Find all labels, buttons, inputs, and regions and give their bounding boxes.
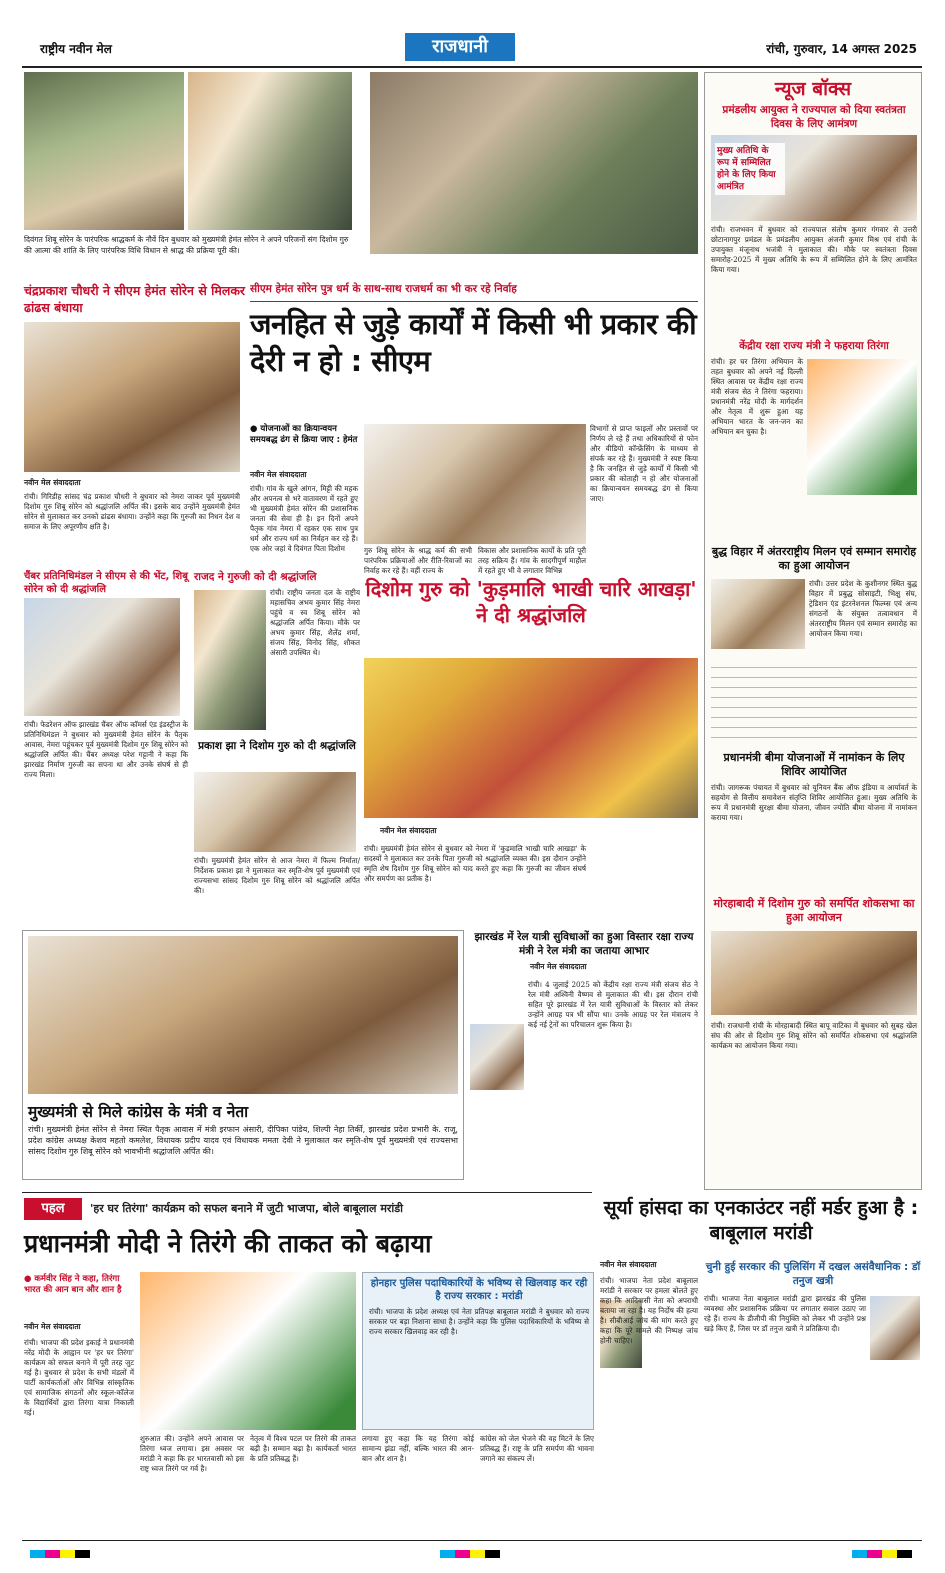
masthead-rule — [22, 66, 922, 68]
tiranga-bullet — [24, 1274, 134, 1296]
news-box-item1-body: रांची। राजभवन में बुधवार को राज्यपाल संतोष कुमार गंगवार से उत्तरी छोटानागपुर प्रमंडल के प्रमंडलीय आयुक्त अंजनी कुमार मिश्र एवं रांची के उपायुक्त मंजूनाथ भजंत्री ने मुलाकात की। मौके पर स्वतंत्रता दिवस समारोह-2025 में मुख्य अतिथि के रूप में सम्मिलित होने के लिए आमंत्रित किया गया। — [711, 225, 917, 274]
registration-bar-right — [852, 1550, 912, 1558]
prakash-body: रांची। मुख्यमंत्री हेमंत सोरेन से आज नेमरा में फिल्म निर्माता/निर्देशक प्रकाश झा ने मुलाकात कर स्मृति-शेष पूर्व मुख्यमंत्री एवं राज्यसभा सांसद दिशोम गुरु शिबू सोरेन को श्रद्धांजलि अर्पित की। — [194, 856, 360, 895]
lead-body-2: विकास और प्रशासनिक कार्यों के प्रति पूरी तरह सक्रिय हैं। गांव के सादगीपूर्ण माहौल में रहते हुए भी वे लगातार विभिन्न — [478, 546, 586, 575]
lead-bullet-text: योजनाओं का क्रियान्वयन समयबद्ध ढंग से क्रिया जाए : हेमंत — [250, 424, 358, 445]
chandraprakash-body: रांची। गिरिडीह सांसद चंद्र प्रकाश चौधरी ने बुधवार को नेमरा जाकर पूर्व मुख्यमंत्री दिशोम गुरु शिबू सोरेन को श्रद्धांजलि अर्पित की। इसके बाद उन्होंने मुख्यमंत्री हेमंत सोरेन से मुलाकात कर उनको ढांढस बंधाया। उन्होंने कहा कि गुरुजी का निधन देश व समाज के लिए अपूरणीय क्षति है। — [24, 492, 240, 531]
lead-headline: जनहित से जुड़े कार्यों में किसी भी प्रकार की देरी न हो : सीएम — [250, 307, 697, 378]
pahal-tag: पहल — [24, 1198, 82, 1220]
railway-headline: झारखंड में रेल यात्री सुविधाओं का हुआ विस्तार रक्षा राज्य मंत्री ने रेल मंत्री का जताया आभार — [474, 931, 694, 957]
tiranga-kicker: 'हर घर तिरंगा' कार्यक्रम को सफल बनाने में जुटी भाजपा, बोले बाबूलाल मरांडी — [90, 1202, 403, 1215]
bullet-icon: ● — [24, 1274, 32, 1284]
tiranga-body-3: नेतृत्व में विश्व पटल पर तिरंगे की ताकत बढ़ी है। सम्मान बढ़ा है। कार्यकर्ता भारत के प्रति प्रतिबद्ध हैं। — [250, 1434, 356, 1463]
lead-bullet — [250, 424, 358, 446]
shraddh-procession-photo — [370, 72, 698, 254]
governor-invite-photo — [711, 135, 917, 221]
prakash-headline: प्रकाश झा ने दिशोम गुरु को दी श्रद्धांजलि — [198, 740, 356, 752]
shraddh-photo-2 — [188, 72, 352, 230]
buddha-vihar-photo — [711, 579, 805, 649]
lead-body-1: रांची। गांव के खुले आंगन, मिट्टी की महक और अपनत्व से भरे वातावरण में रहते हुए भी मुख्यमंत्री हेमंत सोरेन की प्रशासनिक जनता की सेवा ही है। इन दिनों अपने पैतृक गांव नेमरा में रहकर एक साथ पुत्र धर्म और राज्य धर्म का निर्वहन कर रहे हैं। एक ओर जहां वे दिवंगत पिता दिशोम — [250, 484, 358, 553]
chamber-body: रांची। फेडरेशन ऑफ झारखंड चैंबर ऑफ कॉमर्स एंड इंडस्ट्रीज के प्रतिनिधिमंडल ने बुधवार को मुख्यमंत्री हेमंत सोरेन के पैतृक आवास, नेमरा पहुंचकर पूर्व मुख्यमंत्री दिशोम गुरु शिबू सोरेन को श्रद्धांजलि अर्पित की। चैंबर अध्यक्ष परेश गट्टानी ने कहा कि झारखंड निर्माण गुरुजी का सपना था और उनके संघर्ष से ही राज्य मिला। — [24, 720, 188, 779]
tiranga-photo — [140, 1272, 356, 1430]
top-photo-caption: दिवंगत शिबू सोरेन के पारंपरिक श्राद्धकर्म के नौवें दिन बुधवार को मुख्यमंत्री हेमंत सोरेन ने अपने परिजनों संग दिशोम गुरु की आत्मा की शांति के लिए पारंपरिक विधि विधान से श्राद्ध की प्रक्रिया पूरी की। — [24, 235, 349, 255]
paper-name: राष्ट्रीय नवीन मेल — [40, 42, 112, 56]
invite-photo-overlay-text: मुख्य अतिथि के रूप में सम्मिलित होने के लिए किया आमंत्रित — [715, 143, 785, 195]
marandi-inner-body: रांची। भाजपा के प्रदेश अध्यक्ष एवं नेता प्रतिपक्ष बाबूलाल मरांडी ने बुधवार को राज्य सरकार पर बड़ा निशाना साधा है। उन्होंने कहा कि पुलिस पदाधिकारियों के भविष्य से राज्य सरकार खिलवाड़ कर रही है। — [369, 1307, 589, 1336]
cm-files-photo — [364, 424, 586, 544]
kudmali-byline: नवीन मेल संवाददाता — [380, 826, 437, 835]
sanjay-seth-photo — [470, 1024, 524, 1090]
chamber-photo — [24, 598, 180, 716]
chandraprakash-photo — [24, 322, 240, 472]
lower-section-rule — [22, 1192, 592, 1193]
chandraprakash-headline: चंद्रप्रकाश चौधरी ने सीएम हेमंत सोरेन से मिलकर ढांढस बंधाया — [24, 283, 246, 315]
section-title: राजधानी — [405, 33, 515, 61]
bullet-icon: ● — [250, 424, 258, 434]
rajad-headline: राजद ने गुरुजी को दी श्रद्धांजलि — [194, 571, 317, 583]
tiranga-body-1: रांची। भाजपा की प्रदेश इकाई ने प्रधानमंत्री नरेंद्र मोदी के आह्वान पर 'हर घर तिरंगा' कार्यक्रम को सफल बनाने में पूरी तरह जुट गई है। बुधवार से प्रदेश के सभी मंडलों में पार्टी कार्यकर्ताओं और विभिन्न सांस्कृतिक एवं सामाजिक संगठनों और स्कूल-कॉलेज के विद्यार्थियों द्वारा तिरंगा यात्रा निकाली गई। — [24, 1338, 134, 1417]
congress-meeting-photo — [28, 936, 458, 1094]
surya-headline: सूर्या हांसदा का एनकाउंटर नहीं मर्डर हुआ है : बाबूलाल मरांडी — [603, 1197, 919, 1244]
news-box-item5-headline: मोरहाबादी में दिशोम गुरु को समर्पित शोकसभा का हुआ आयोजन — [713, 897, 915, 924]
news-box-item4-headline: प्रधानमंत्री बीमा योजनाओं में नामांकन के लिए शिविर आयोजित — [723, 751, 905, 778]
lead-photo-caption: गुरु शिबू सोरेन के श्राद्ध कर्म की सभी पारंपरिक प्रक्रियाओं और रीति-रिवाजों का निर्वाह कर रहे हैं। वहीं राज्य के — [364, 546, 472, 575]
masthead — [0, 30, 945, 64]
news-box-item2-headline: केंद्रीय रक्षा राज्य मंत्री ने फहराया तिरंगा — [739, 340, 889, 352]
news-box-item3-headline: बुद्ध विहार में अंतरराष्ट्रीय मिलन एवं सम्मान समारोह का हुआ आयोजन — [711, 545, 917, 572]
tiranga-byline: नवीन मेल संवाददाता — [24, 1322, 81, 1331]
footer-rule — [22, 1540, 922, 1541]
lead-body-3: विभागों से प्राप्त फाइलों और प्रस्तावों पर निर्णय ले रहे हैं तथा अधिकारियों से फोन और वीडियो कॉन्फ्रेंसिंग के माध्यम से संपर्क कर रहे हैं। मुख्यमंत्री ने स्पष्ट किया है कि जनहित से जुड़े कार्यों में किसी भी प्रकार की कोताही न हो और योजनाओं का क्रियान्वयन समयबद्ध ढंग से किया जाए। — [590, 424, 698, 503]
kudmali-headline: दिशोम गुरु को 'कुड़मालि भाखी चारि आखड़ा' ने दी श्रद्धांजलि — [365, 577, 697, 627]
news-box — [704, 72, 922, 1190]
news-box-title: न्यूज बॉक्स — [774, 78, 852, 100]
railway-body: रांची। 4 जुलाई 2025 को केंद्रीय रक्षा राज्य मंत्री संजय सेठ ने रेल मंत्री अश्विनी वैष्णव से मुलाकात की थी। इस दौरान रांची सहित पूरे झारखंड में रेल यात्री सुविधाओं के विस्तार को लेकर उन्होंने आग्रह पत्र भी सौंपा था। उनके आग्रह पर रेल मंत्रालय ने कई नई ट्रेनों का परिचालन शुरू किया है। — [528, 980, 698, 1029]
surya-byline: नवीन मेल संवाददाता — [600, 1260, 657, 1269]
tiranga-bullet-text: कर्मवीर सिंह ने कहा, तिरंगा भारत की आन बान और शान है — [24, 1274, 122, 1295]
rajad-photo — [194, 590, 266, 730]
tanuj-khatri-photo — [870, 1296, 920, 1360]
registration-bar-left — [30, 1550, 90, 1558]
news-box-item3-body-cont — [711, 661, 917, 745]
flag-hoisting-photo — [807, 359, 917, 495]
dateline: रांची, गुरुवार, 14 अगस्त 2025 — [766, 42, 917, 56]
registration-bar-center — [440, 1550, 500, 1558]
prakash-photo — [194, 772, 356, 852]
surya-sub-headline: चुनी हुई सरकार की पुलिसिंग में दखल असंवैधानिक : डॉ तनुज खत्री — [705, 1261, 921, 1287]
congress-headline: मुख्यमंत्री से मिले कांग्रेस के मंत्री व नेता — [28, 1103, 249, 1121]
news-box-item3-body: रांची। उत्तर प्रदेश के कुशीनगर स्थित बुद्ध विहार में प्रबुद्ध सोसाइटी, भिक्षु संघ, ट्रेडिशन एंड इंटरनेशनल फिल्म्स एवं अन्य संगठनों के संयुक्त तत्वावधान में अंतरराष्ट्रीय मिलन एवं सम्मान समारोह का आयोजन किया गया। — [809, 579, 917, 638]
rajad-body: रांची। राष्ट्रीय जनता दल के राष्ट्रीय महासचिव अभय कुमार सिंह नेमरा पहुंचे व स्व शिबू सोरेन को श्रद्धांजलि अर्पित किया। मौके पर अभय कुमार सिंह, शैलेंद्र शर्मा, संजय सिंह, विनोद सिंह, शौकत अंसारी उपस्थित थे। — [270, 588, 360, 657]
tiranga-body-2: शुरुआत की। उन्होंने अपने आवास पर तिरंगा ध्वज लगाया। इस अवसर पर मरांडी ने कहा कि हर भारतवासी को इस राष्ट्र ध्वज तिरंगे पर गर्व है। — [140, 1434, 244, 1473]
news-box-item5-body: रांची। राजधानी रांची के मोरहाबादी स्थित बापू वाटिका में बुधवार को सुबह खेल संघ की ओर से दिशोम गुरु शिबू सोरेन को समर्पित शोकसभा एवं श्रद्धांजलि कार्यक्रम का आयोजन किया गया। — [711, 1021, 917, 1050]
shraddh-photo-1 — [24, 72, 184, 230]
surya-body-1: रांची। भाजपा नेता प्रदेश बाबूलाल मरांडी ने सरकार पर हमला बोलते हुए कहा कि आदिवासी नेता को अपराधी बताया जा रहा है। यह निर्दोष की हत्या है। सीबीआई जांच की मांग करते हुए कहा कि पूरे मामले की निष्पक्ष जांच होनी चाहिए। — [600, 1276, 698, 1345]
congress-body: रांची। मुख्यमंत्री हेमंत सोरेन से नेमरा स्थित पैतृक आवास में मंत्री इरफान अंसारी, दीपिका पांडेय, शिल्पी नेहा तिर्की, झारखंड प्रदेश प्रभारी के. राजू, प्रदेश कांग्रेस अध्यक्ष केशव महतो कमलेश, विधायक प्रदीप यादव एवं विधायक ममता देवी ने मुलाकात कर स्मृति-शेष पूर्व मुख्यमंत्री एवं राज्यसभा सांसद दिशोम गुरु शिबू सोरेन को भावभीनी श्रद्धांजलि अर्पित की। — [28, 1125, 458, 1156]
kudmali-group-photo — [364, 658, 698, 818]
surya-body-2: रांची। भाजपा नेता बाबूलाल मरांडी द्वारा झारखंड की पुलिस व्यवस्था और प्रशासनिक प्रक्रिया पर लगातार सवाल उठाए जा रहे हैं। राज्य के डीजीपी की नियुक्ति को लेकर भी उन्होंने प्रश्न खड़े किए हैं, जिस पर डॉ तनुज खत्री ने प्रतिक्रिया दी। — [704, 1294, 866, 1333]
chandraprakash-byline: नवीन मेल संवाददाता — [24, 478, 81, 487]
marandi-inner-box — [362, 1272, 594, 1430]
lead-byline: नवीन मेल संवाददाता — [250, 470, 307, 479]
lead-kicker: सीएम हेमंत सोरेन पुत्र धर्म के साथ-साथ राजधर्म का भी कर रहे निर्वाह — [250, 282, 698, 302]
kudmali-body: रांची। मुख्यमंत्री हेमंत सोरेन से बुधवार को नेमरा में 'कुड़मालि भाखी चारि आखड़ा' के सदस्यों ने मुलाकात कर उनके पिता गुरुजी को श्रद्धांजलि व्यक्त की। इस दौरान उन्होंने स्मृति शेष दिशोम गुरु शिबू सोरेन को याद करते हुए कहा कि गुरुजी का जीवन संघर्ष और समर्पण का प्रतीक है। — [364, 844, 586, 883]
tiranga-headline: प्रधानमंत्री मोदी ने तिरंगे की ताकत को बढ़ाया — [24, 1229, 432, 1258]
tiranga-body-4: लगाया हुए कहा कि यह तिरंगा कोई सामान्य झंडा नहीं, बल्कि भारत की आन-बान और शान है। — [362, 1434, 474, 1463]
news-box-item2-body: रांची। हर घर तिरंगा अभियान के तहत बुधवार को अपने नई दिल्ली स्थित आवास पर केंद्रीय रक्षा राज्य मंत्री संजय सेठ ने तिरंगा फहराया। प्रधानमंत्री नरेंद्र मोदी के मार्गदर्शन और नेतृत्व में शुरू हुआ यह अभियान भारत के जन-जन का अभियान बन चुका है। — [711, 357, 803, 436]
chamber-headline: चैंबर प्रतिनिधिमंडल ने सीएम से की भेंट, शिबू सोरेन को दी श्रद्धांजलि — [24, 571, 188, 595]
tiranga-body-5: कांग्रेस को जेल भेजने की वह मिटने के लिए प्रतिबद्ध हैं। राष्ट्र के प्रति समर्पण की भावना जगाने का संकल्प लें। — [480, 1434, 594, 1463]
news-box-item4-body: रांची। जागरूक पंचायत में बुधवार को यूनियन बैंक ऑफ इंडिया व आर्यावर्त के सहयोग से वित्तीय समावेशन संतृप्ति शिविर आयोजित हुआ। मुख्य अतिथि के रूप में प्रधानमंत्री सुरक्षा बीमा योजना, जीवन ज्योति बीमा योजना में नामांकन कराया गया। — [711, 783, 917, 822]
news-box-item1-headline: प्रमंडलीय आयुक्त ने राज्यपाल को दिया स्वतंत्रता दिवस के लिए आमंत्रण — [722, 104, 906, 130]
shoksabha-photo — [711, 931, 917, 1015]
marandi-inner-headline: होनहार पुलिस पदाधिकारियों के भविष्य से खिलवाड़ कर रही है राज्य सरकार : मरांडी — [370, 1278, 588, 1302]
railway-byline: नवीन मेल संवाददाता — [530, 962, 587, 971]
